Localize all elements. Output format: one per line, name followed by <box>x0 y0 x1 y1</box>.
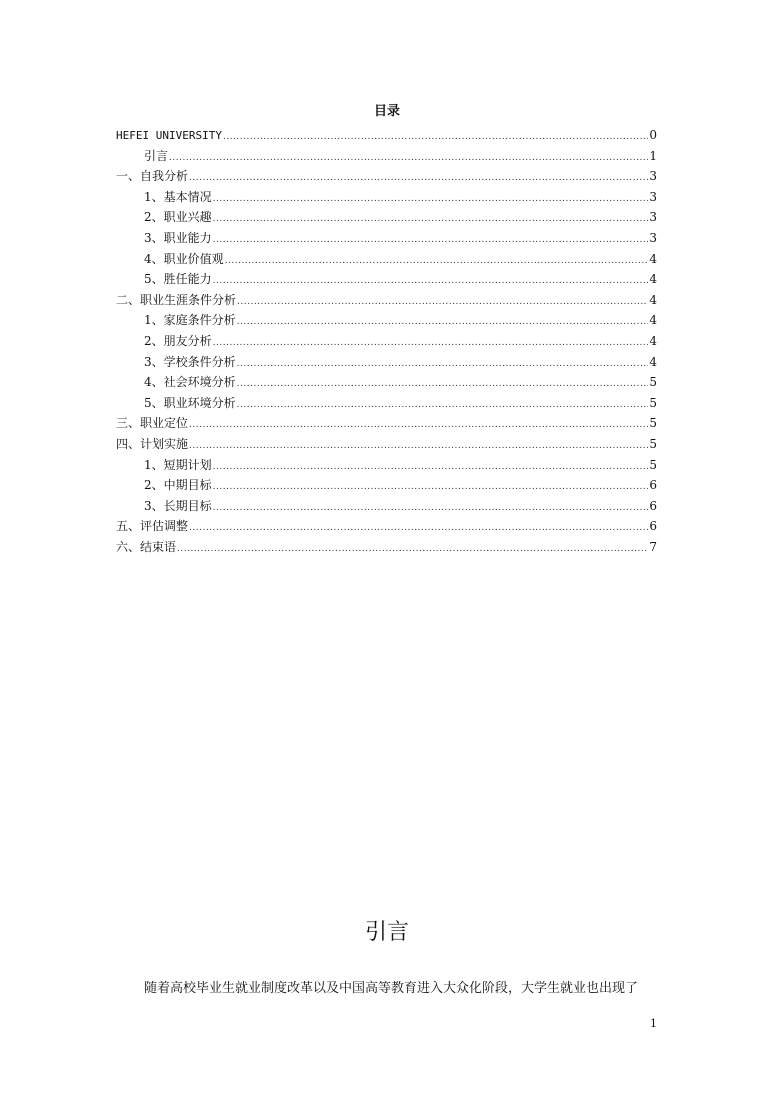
toc-entry-label: 1、短期计划 <box>144 457 212 472</box>
toc-entry[interactable] <box>116 537 657 558</box>
toc-entry[interactable] <box>116 413 657 434</box>
toc-entry-label: 3、学校条件分析 <box>144 354 236 369</box>
toc-title: 目录 <box>373 104 400 119</box>
toc-entry[interactable] <box>116 125 657 146</box>
toc-entry-page: 6 <box>649 498 657 513</box>
toc-entry[interactable] <box>116 269 657 290</box>
toc-leader-dots <box>169 148 648 169</box>
toc-entry-label: 四、计划实施 <box>116 436 189 451</box>
toc-entry-page: 6 <box>649 478 657 493</box>
toc-leader-dots <box>213 209 649 230</box>
toc-entry-page: 5 <box>649 375 657 390</box>
toc-entry-page: 5 <box>649 416 657 431</box>
toc-leader-dots <box>213 498 649 519</box>
toc-entry-page: 3 <box>649 189 657 204</box>
toc-entry-page: 0 <box>649 128 657 142</box>
toc-entry[interactable] <box>116 166 657 187</box>
toc-entry-label: 六、结束语 <box>116 539 177 554</box>
toc-entry-label: 3、职业能力 <box>144 230 212 245</box>
toc-entry-page: 4 <box>649 251 657 266</box>
toc-entry-label: 引言 <box>144 148 169 163</box>
toc-leader-dots <box>237 312 649 333</box>
toc-entry-page: 7 <box>649 539 657 554</box>
toc-leader-dots <box>213 477 649 498</box>
toc-leader-dots <box>189 436 648 457</box>
toc-entry-page: 4 <box>649 313 657 328</box>
toc-leader-dots <box>225 251 649 272</box>
toc-entry-page: 3 <box>649 169 657 184</box>
toc-entry[interactable] <box>116 290 657 311</box>
toc-entry-label: 三、职业定位 <box>116 416 189 431</box>
toc-entry-page: 5 <box>649 395 657 410</box>
toc-entry-label: HEFEI UNIVERSITY <box>116 129 222 142</box>
toc-entry-label: 5、职业环境分析 <box>144 395 236 410</box>
toc-leader-dots <box>189 518 648 539</box>
toc-entry[interactable] <box>116 434 657 455</box>
toc-leader-dots <box>237 292 648 313</box>
toc-leader-dots <box>237 354 649 375</box>
toc-entry-label: 5、胜任能力 <box>144 272 212 287</box>
toc-leader-dots <box>213 189 649 210</box>
toc-entry-label: 2、朋友分析 <box>144 333 212 348</box>
toc-entry-label: 1、基本情况 <box>144 189 212 204</box>
toc-entry[interactable] <box>116 207 657 228</box>
toc-entry[interactable] <box>116 455 657 476</box>
toc-entry-page: 4 <box>649 354 657 369</box>
toc-entry[interactable] <box>116 393 657 414</box>
toc-leader-dots <box>223 127 648 148</box>
toc-entry-page: 6 <box>649 519 657 534</box>
toc-entry[interactable] <box>116 310 657 331</box>
toc-entry-label: 3、长期目标 <box>144 498 212 513</box>
toc-entry[interactable] <box>116 146 657 167</box>
toc-entry-page: 5 <box>649 436 657 451</box>
toc-leader-dots <box>177 539 648 560</box>
toc-leader-dots <box>189 415 648 436</box>
toc-leader-dots <box>189 168 648 189</box>
toc-entry[interactable] <box>116 228 657 249</box>
toc-leader-dots <box>213 333 649 354</box>
toc-entry[interactable] <box>116 372 657 393</box>
toc-entry-label: 一、自我分析 <box>116 169 189 184</box>
toc-entry-page: 4 <box>649 333 657 348</box>
body-paragraph: 随着高校毕业生就业制度改革以及中国高等教育进入大众化阶段，大学生就业也出现了 <box>144 981 639 996</box>
toc-leader-dots <box>237 395 649 416</box>
toc-entry-page: 3 <box>649 210 657 225</box>
toc-entry-label: 二、职业生涯条件分析 <box>116 292 237 307</box>
toc-leader-dots <box>237 374 649 395</box>
toc-entry[interactable] <box>116 352 657 373</box>
toc-entry[interactable] <box>116 249 657 270</box>
toc-entry[interactable] <box>116 516 657 537</box>
toc-entry-label: 4、社会环境分析 <box>144 375 236 390</box>
toc-entry-page: 4 <box>649 292 657 307</box>
toc-entry-label: 2、职业兴趣 <box>144 210 212 225</box>
toc-entry-label: 4、职业价值观 <box>144 251 224 266</box>
toc-entry-page: 4 <box>649 272 657 287</box>
toc-entry-label: 五、评估调整 <box>116 519 189 534</box>
section-title: 引言 <box>364 920 409 945</box>
toc-entry-page: 3 <box>649 230 657 245</box>
toc-entry-label: 2、中期目标 <box>144 478 212 493</box>
toc-entry-page: 1 <box>649 148 657 163</box>
toc-entry[interactable] <box>116 496 657 517</box>
toc-leader-dots <box>213 230 649 251</box>
toc-entry[interactable] <box>116 187 657 208</box>
page-number: 1 <box>650 1017 657 1030</box>
toc-entry-label: 1、家庭条件分析 <box>144 313 236 328</box>
toc-leader-dots <box>213 271 649 292</box>
toc-entry[interactable] <box>116 331 657 352</box>
toc-entry-page: 5 <box>649 457 657 472</box>
table-of-contents <box>116 125 657 557</box>
toc-leader-dots <box>213 457 649 478</box>
toc-entry[interactable] <box>116 475 657 496</box>
